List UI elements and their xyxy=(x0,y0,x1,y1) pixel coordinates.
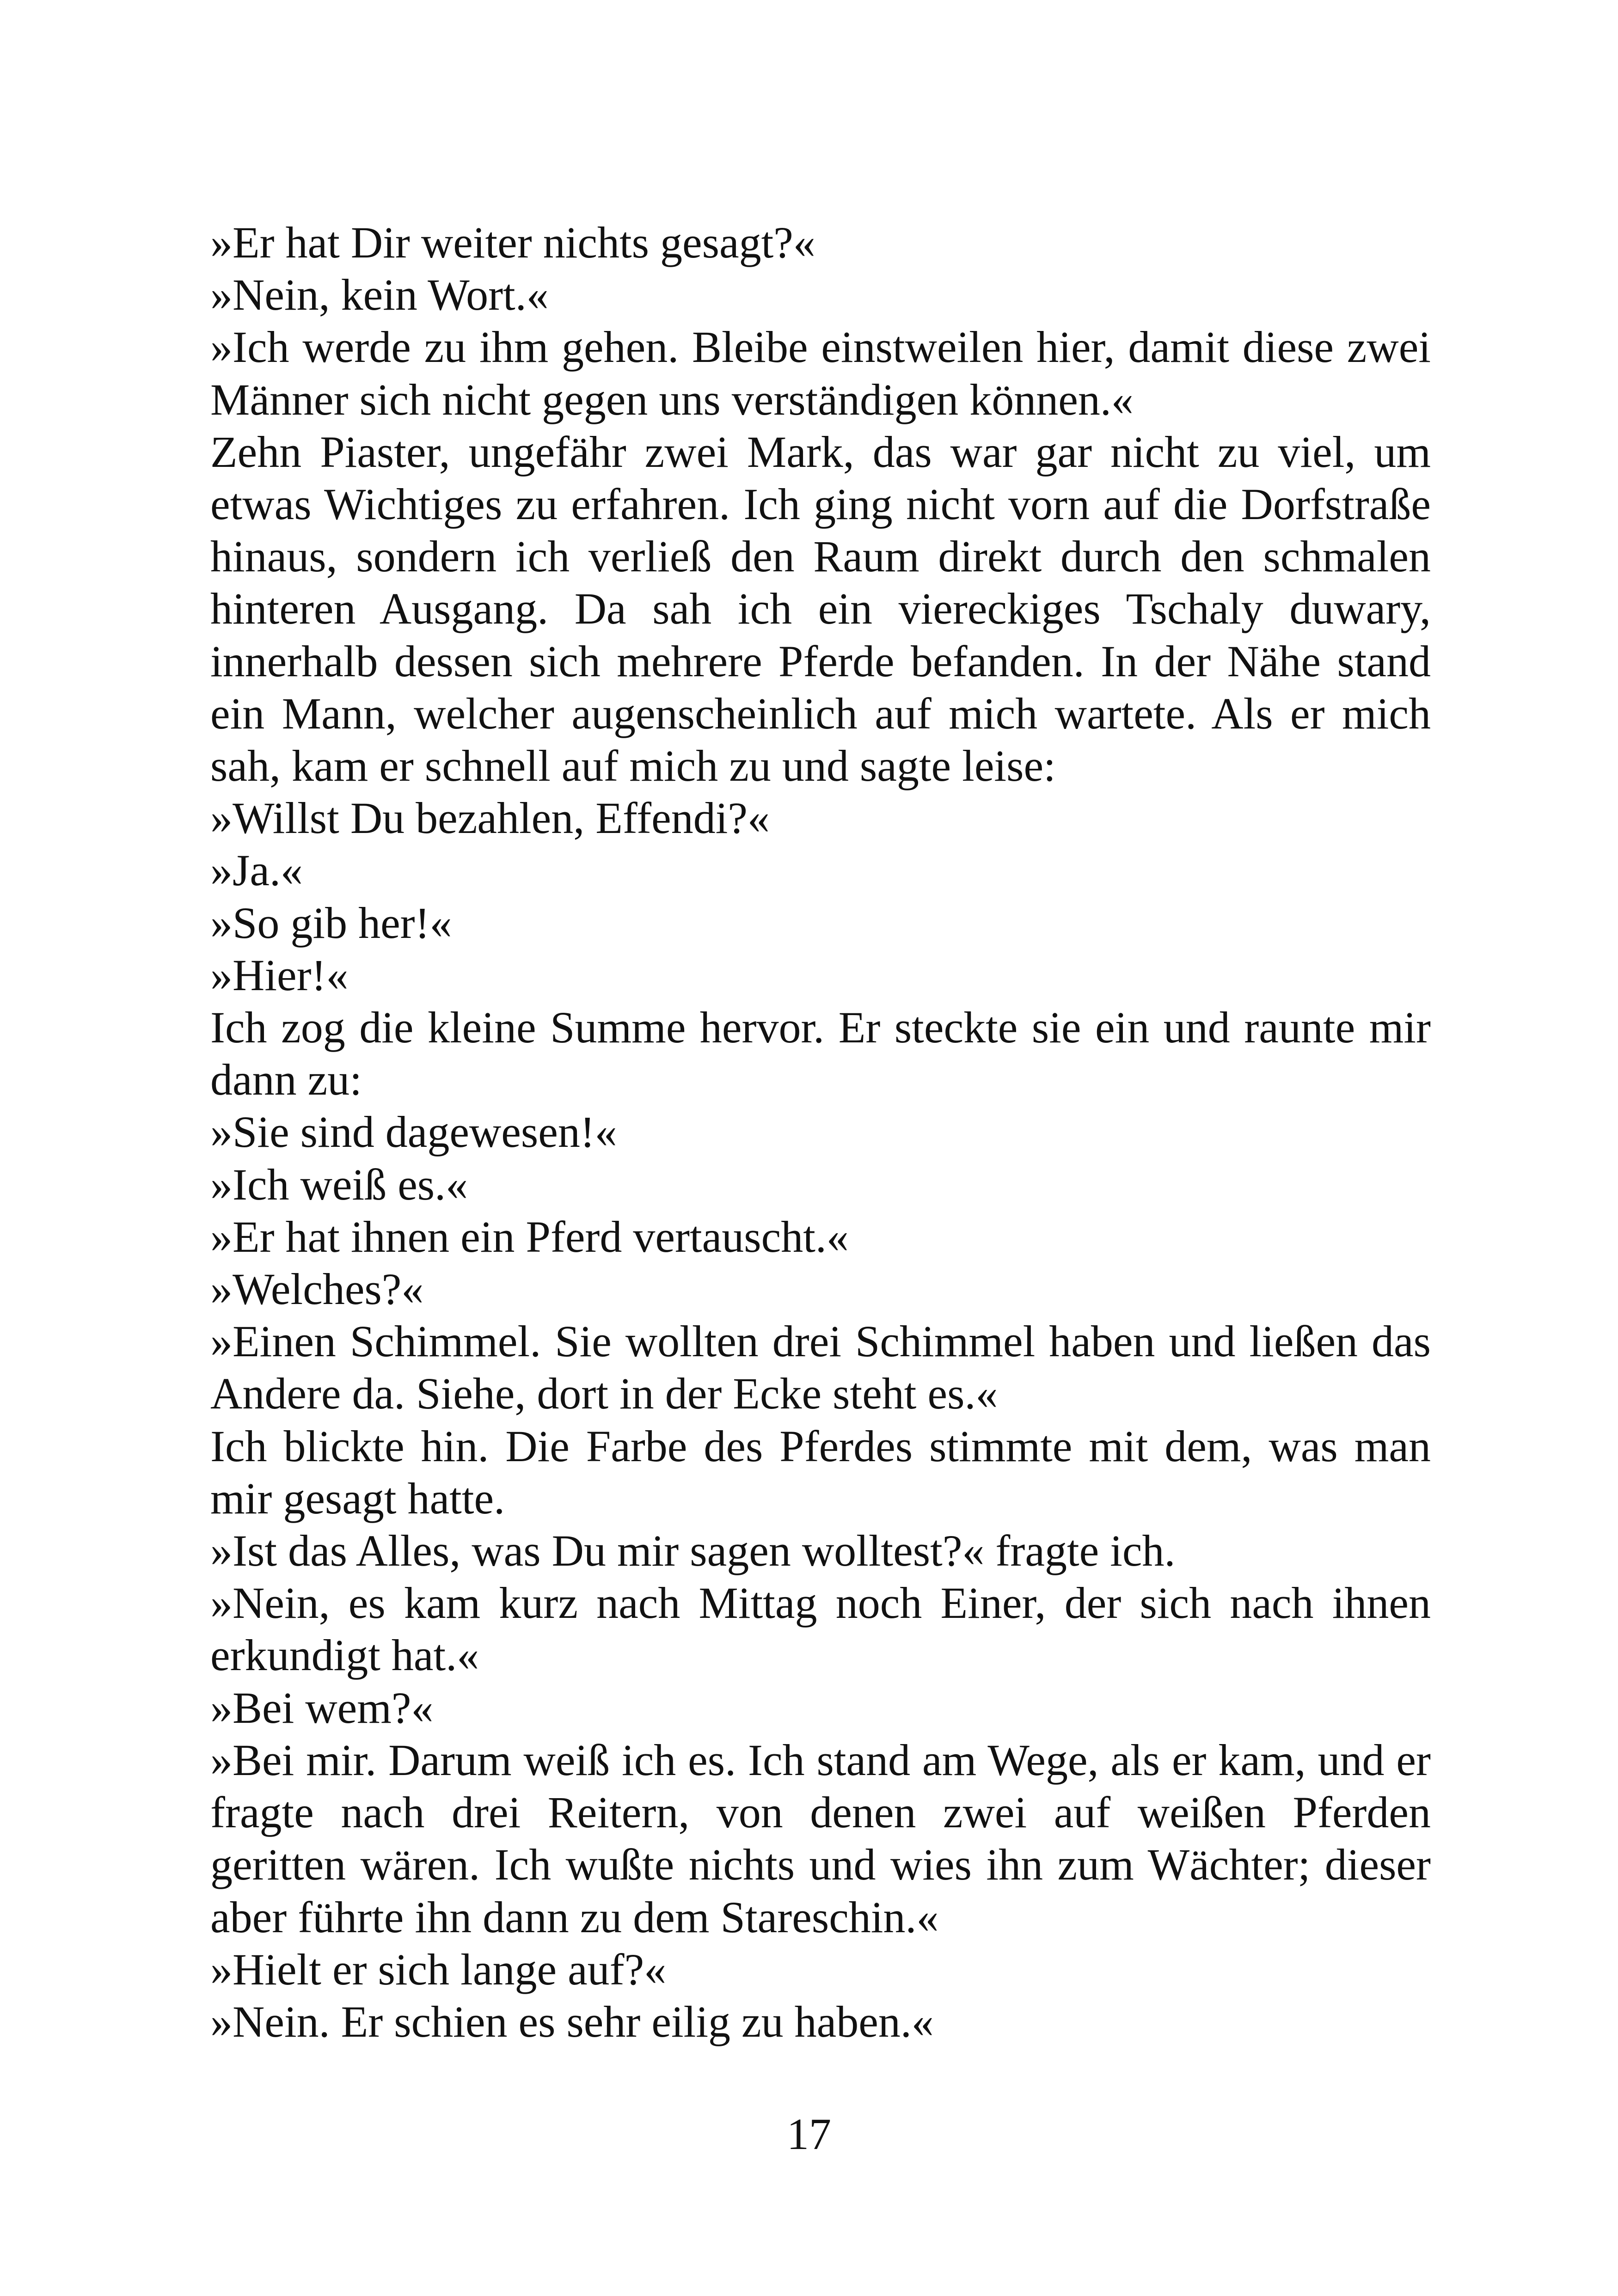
paragraph-7: »So gib her!« xyxy=(210,898,452,948)
paragraph-21: »Nein. Er schien es sehr eilig zu haben.« xyxy=(210,1996,934,2046)
paragraph-11: »Ich weiß es.« xyxy=(210,1159,468,1209)
paragraph-18: »Bei wem?« xyxy=(210,1683,434,1733)
paragraph-10: »Sie sind dagewesen!« xyxy=(210,1107,617,1157)
paragraph-12: »Er hat ihnen ein Pferd vertauscht.« xyxy=(210,1212,849,1261)
paragraph-20: »Hielt er sich lange auf?« xyxy=(210,1944,667,1994)
page-number: 17 xyxy=(787,2109,831,2159)
body-text xyxy=(210,216,1431,2048)
paragraph-1: »Er hat Dir weiter nichts gesagt?« xyxy=(210,218,815,267)
paragraph-13: »Welches?« xyxy=(210,1264,424,1314)
paragraph-14: »Einen Schimmel. Sie wollten drei Schimmel haben und ließen das Andere da. Siehe, dort in der Ecke steht es.« xyxy=(210,1316,1431,1419)
paragraph-3: »Ich werde zu ihm gehen. Bleibe einstweilen hier, damit diese zwei Männer sich nicht gegen uns verständigen können.« xyxy=(210,322,1431,424)
paragraph-15: Ich blickte hin. Die Farbe des Pferdes stimmte mit dem, was man mir gesagt hatte. xyxy=(210,1421,1431,1523)
paragraph-5: »Willst Du bezahlen, Effendi?« xyxy=(210,793,770,843)
paragraph-2: »Nein, kein Wort.« xyxy=(210,270,549,320)
paragraph-9: Ich zog die kleine Summe hervor. Er steckte sie ein und raunte mir dann zu: xyxy=(210,1003,1431,1105)
paragraph-6: »Ja.« xyxy=(210,845,303,895)
paragraph-19: »Bei mir. Darum weiß ich es. Ich stand am Wege, als er kam, und er fragte nach drei Reitern, von denen zwei auf weißen Pferden geritten wären. Ich wußte nichts und wies ihn zum Wächter; dieser aber führte ihn dann zu dem Stareschin.« xyxy=(210,1735,1431,1942)
paragraph-17: »Nein, es kam kurz nach Mittag noch Einer, der sich nach ihnen erkundigt hat.« xyxy=(210,1578,1431,1680)
paragraph-4: Zehn Piaster, ungefähr zwei Mark, das war gar nicht zu viel, um etwas Wichtiges zu erfahren. Ich ging nicht vorn auf die Dorfstraße hinaus, sondern ich verließ den Raum direkt durch den schmalen hinteren Ausgang. Da sah ich ein viereckiges Tschaly duwary, innerhalb dessen sich mehrere Pferde befanden. In der Nähe stand ein Mann, welcher augenscheinlich auf mich wartete. Als er mich sah, kam er schnell auf mich zu und sagte leise: xyxy=(210,427,1431,791)
paragraph-16: »Ist das Alles, was Du mir sagen wolltest?« fragte ich. xyxy=(210,1526,1176,1576)
paragraph-8: »Hier!« xyxy=(210,950,349,1000)
